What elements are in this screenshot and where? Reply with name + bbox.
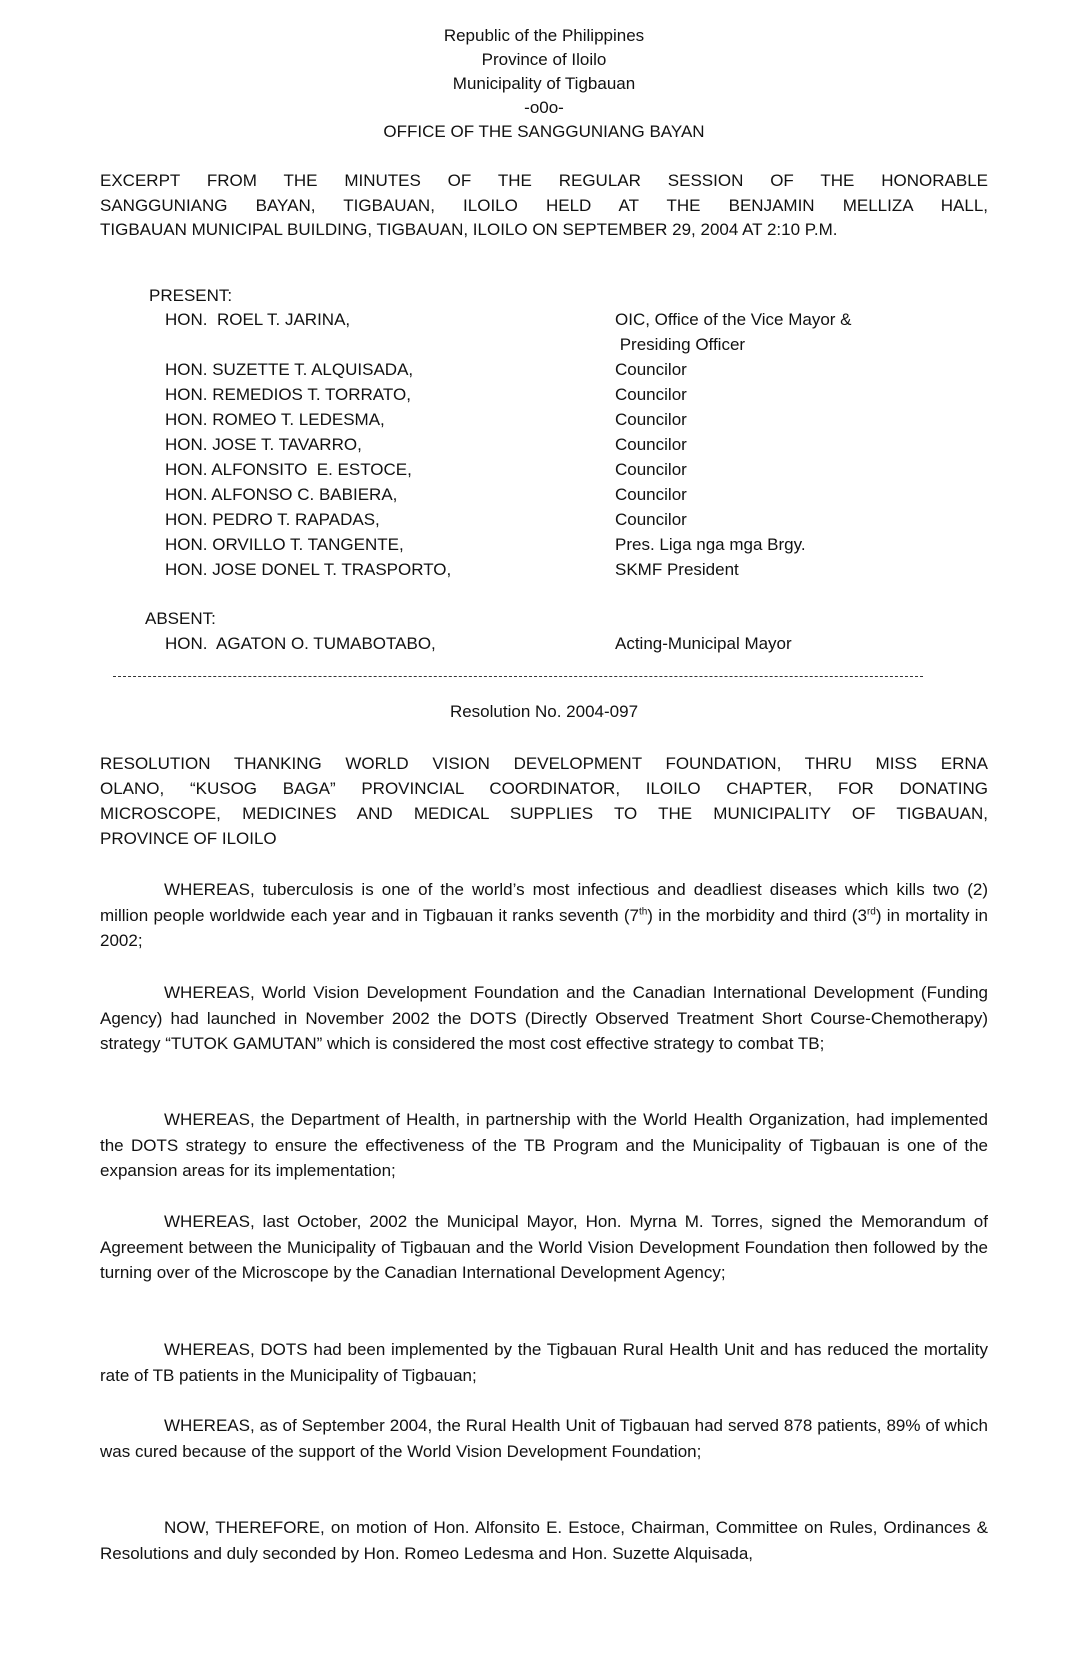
- whereas-clause-2: WHEREAS, World Vision Development Foundation and the Canadian International Development (Funding Agency) had launched in November 2002 the DOTS (Directly Observed Treatment Short Course-Chemotherapy) strategy “TUTOK GAMUTAN” which is considered the most cost effective strategy to combat TB;: [100, 983, 988, 1054]
- whereas-clause-4: WHEREAS, last October, 2002 the Municipal Mayor, Hon. Myrna M. Torres, signed the Memorandum of Agreement between the Municipality of Tigbauan and the World Vision Development Foundation then followed by the turning over of the Microscope by the Canadian International Development Agency;: [100, 1212, 988, 1283]
- absent-label: ABSENT:: [145, 609, 216, 628]
- member-name: HON. ROMEO T. LEDESMA,: [165, 410, 385, 429]
- member-name: HON. JOSE T. TAVARRO,: [165, 435, 362, 454]
- member-name: HON. JOSE DONEL T. TRASPORTO,: [165, 560, 452, 579]
- member-role-continued: Presiding Officer: [615, 335, 746, 354]
- header-office: OFFICE OF THE SANGGUNIANG BAYAN: [383, 122, 705, 141]
- whereas-clause-3: WHEREAS, the Department of Health, in partnership with the World Health Organization, had implemented the DOTS strategy to ensure the effectiveness of the TB Program and the Municipality of Tigbauan is one of the expansion areas for its implementation;: [100, 1110, 988, 1181]
- whereas-clause-5: WHEREAS, DOTS had been implemented by the Tigbauan Rural Health Unit and has reduced the mortality rate of TB patients in the Municipality of Tigbauan;: [100, 1340, 988, 1385]
- member-name: HON. REMEDIOS T. TORRATO,: [165, 385, 411, 404]
- absent-member-role: Acting-Municipal Mayor: [615, 634, 792, 653]
- header-separator: -o0o-: [524, 98, 564, 117]
- member-role: Councilor: [615, 410, 687, 429]
- member-name: HON. ALFONSITO E. ESTOCE,: [165, 460, 412, 479]
- header-republic: Republic of the Philippines: [443, 26, 645, 45]
- member-role: Councilor: [615, 460, 687, 479]
- member-role: OIC, Office of the Vice Mayor &: [615, 310, 852, 329]
- member-role: Councilor: [615, 510, 687, 529]
- member-role: Councilor: [615, 385, 687, 404]
- member-name: HON. ORVILLO T. TANGENTE,: [165, 535, 404, 554]
- dashed-divider: [113, 676, 923, 678]
- member-role: Pres. Liga nga mga Brgy.: [615, 535, 806, 554]
- resolution-number: Resolution No. 2004-097: [449, 702, 639, 721]
- header-municipality: Municipality of Tigbauan: [452, 74, 636, 93]
- resolution-title-line-2: OLANO, “KUSOG BAGA” PROVINCIAL COORDINATOR, ILOILO CHAPTER, FOR DONATING: [100, 779, 988, 798]
- member-name: HON. ROEL T. JARINA,: [165, 310, 351, 329]
- member-name: HON. SUZETTE T. ALQUISADA,: [165, 360, 414, 379]
- present-label: PRESENT:: [149, 286, 233, 305]
- resolution-title-line-1: RESOLUTION THANKING WORLD VISION DEVELOPMENT FOUNDATION, THRU MISS ERNA: [100, 754, 988, 773]
- header-province: Province of Iloilo: [481, 50, 607, 69]
- whereas-clause-6: WHEREAS, as of September 2004, the Rural Health Unit of Tigbauan had served 878 patients, 89% of which was cured because of the support of the World Vision Development Foundation;: [100, 1416, 988, 1461]
- member-role: SKMF President: [615, 560, 739, 579]
- member-role: Councilor: [615, 435, 687, 454]
- now-therefore-clause: NOW, THEREFORE, on motion of Hon. Alfonsito E. Estoce, Chairman, Committee on Rules, Ordinances & Resolutions and duly seconded by Hon. Romeo Ledesma and Hon. Suzette Alquisada,: [100, 1518, 988, 1563]
- whereas-clause-1: WHEREAS, tuberculosis is one of the world’s most infectious and deadliest diseases which kills two (2) million people worldwide each year and in Tigbauan it ranks seventh (7th) in the morbidity and third (3rd) in mortality in 2002;: [100, 880, 988, 951]
- absent-member-name: HON. AGATON O. TUMABOTABO,: [165, 634, 436, 653]
- resolution-title-line-3: MICROSCOPE, MEDICINES AND MEDICAL SUPPLIES TO THE MUNICIPALITY OF TIGBAUAN,: [100, 804, 988, 823]
- excerpt-line-2: SANGGUNIANG BAYAN, TIGBAUAN, ILOILO HELD AT THE BENJAMIN MELLIZA HALL,: [100, 195, 988, 215]
- excerpt-line-3: TIGBAUAN MUNICIPAL BUILDING, TIGBAUAN, ILOILO ON SEPTEMBER 29, 2004 AT 2:10 P.M.: [100, 220, 838, 239]
- resolution-title-line-4: PROVINCE OF ILOILO: [100, 829, 277, 848]
- excerpt-line-1: EXCERPT FROM THE MINUTES OF THE REGULAR SESSION OF THE HONORABLE: [100, 171, 988, 190]
- member-name: HON. PEDRO T. RAPADAS,: [165, 510, 380, 529]
- member-role: Councilor: [615, 360, 687, 379]
- member-name: HON. ALFONSO C. BABIERA,: [165, 485, 398, 504]
- member-role: Councilor: [615, 485, 687, 504]
